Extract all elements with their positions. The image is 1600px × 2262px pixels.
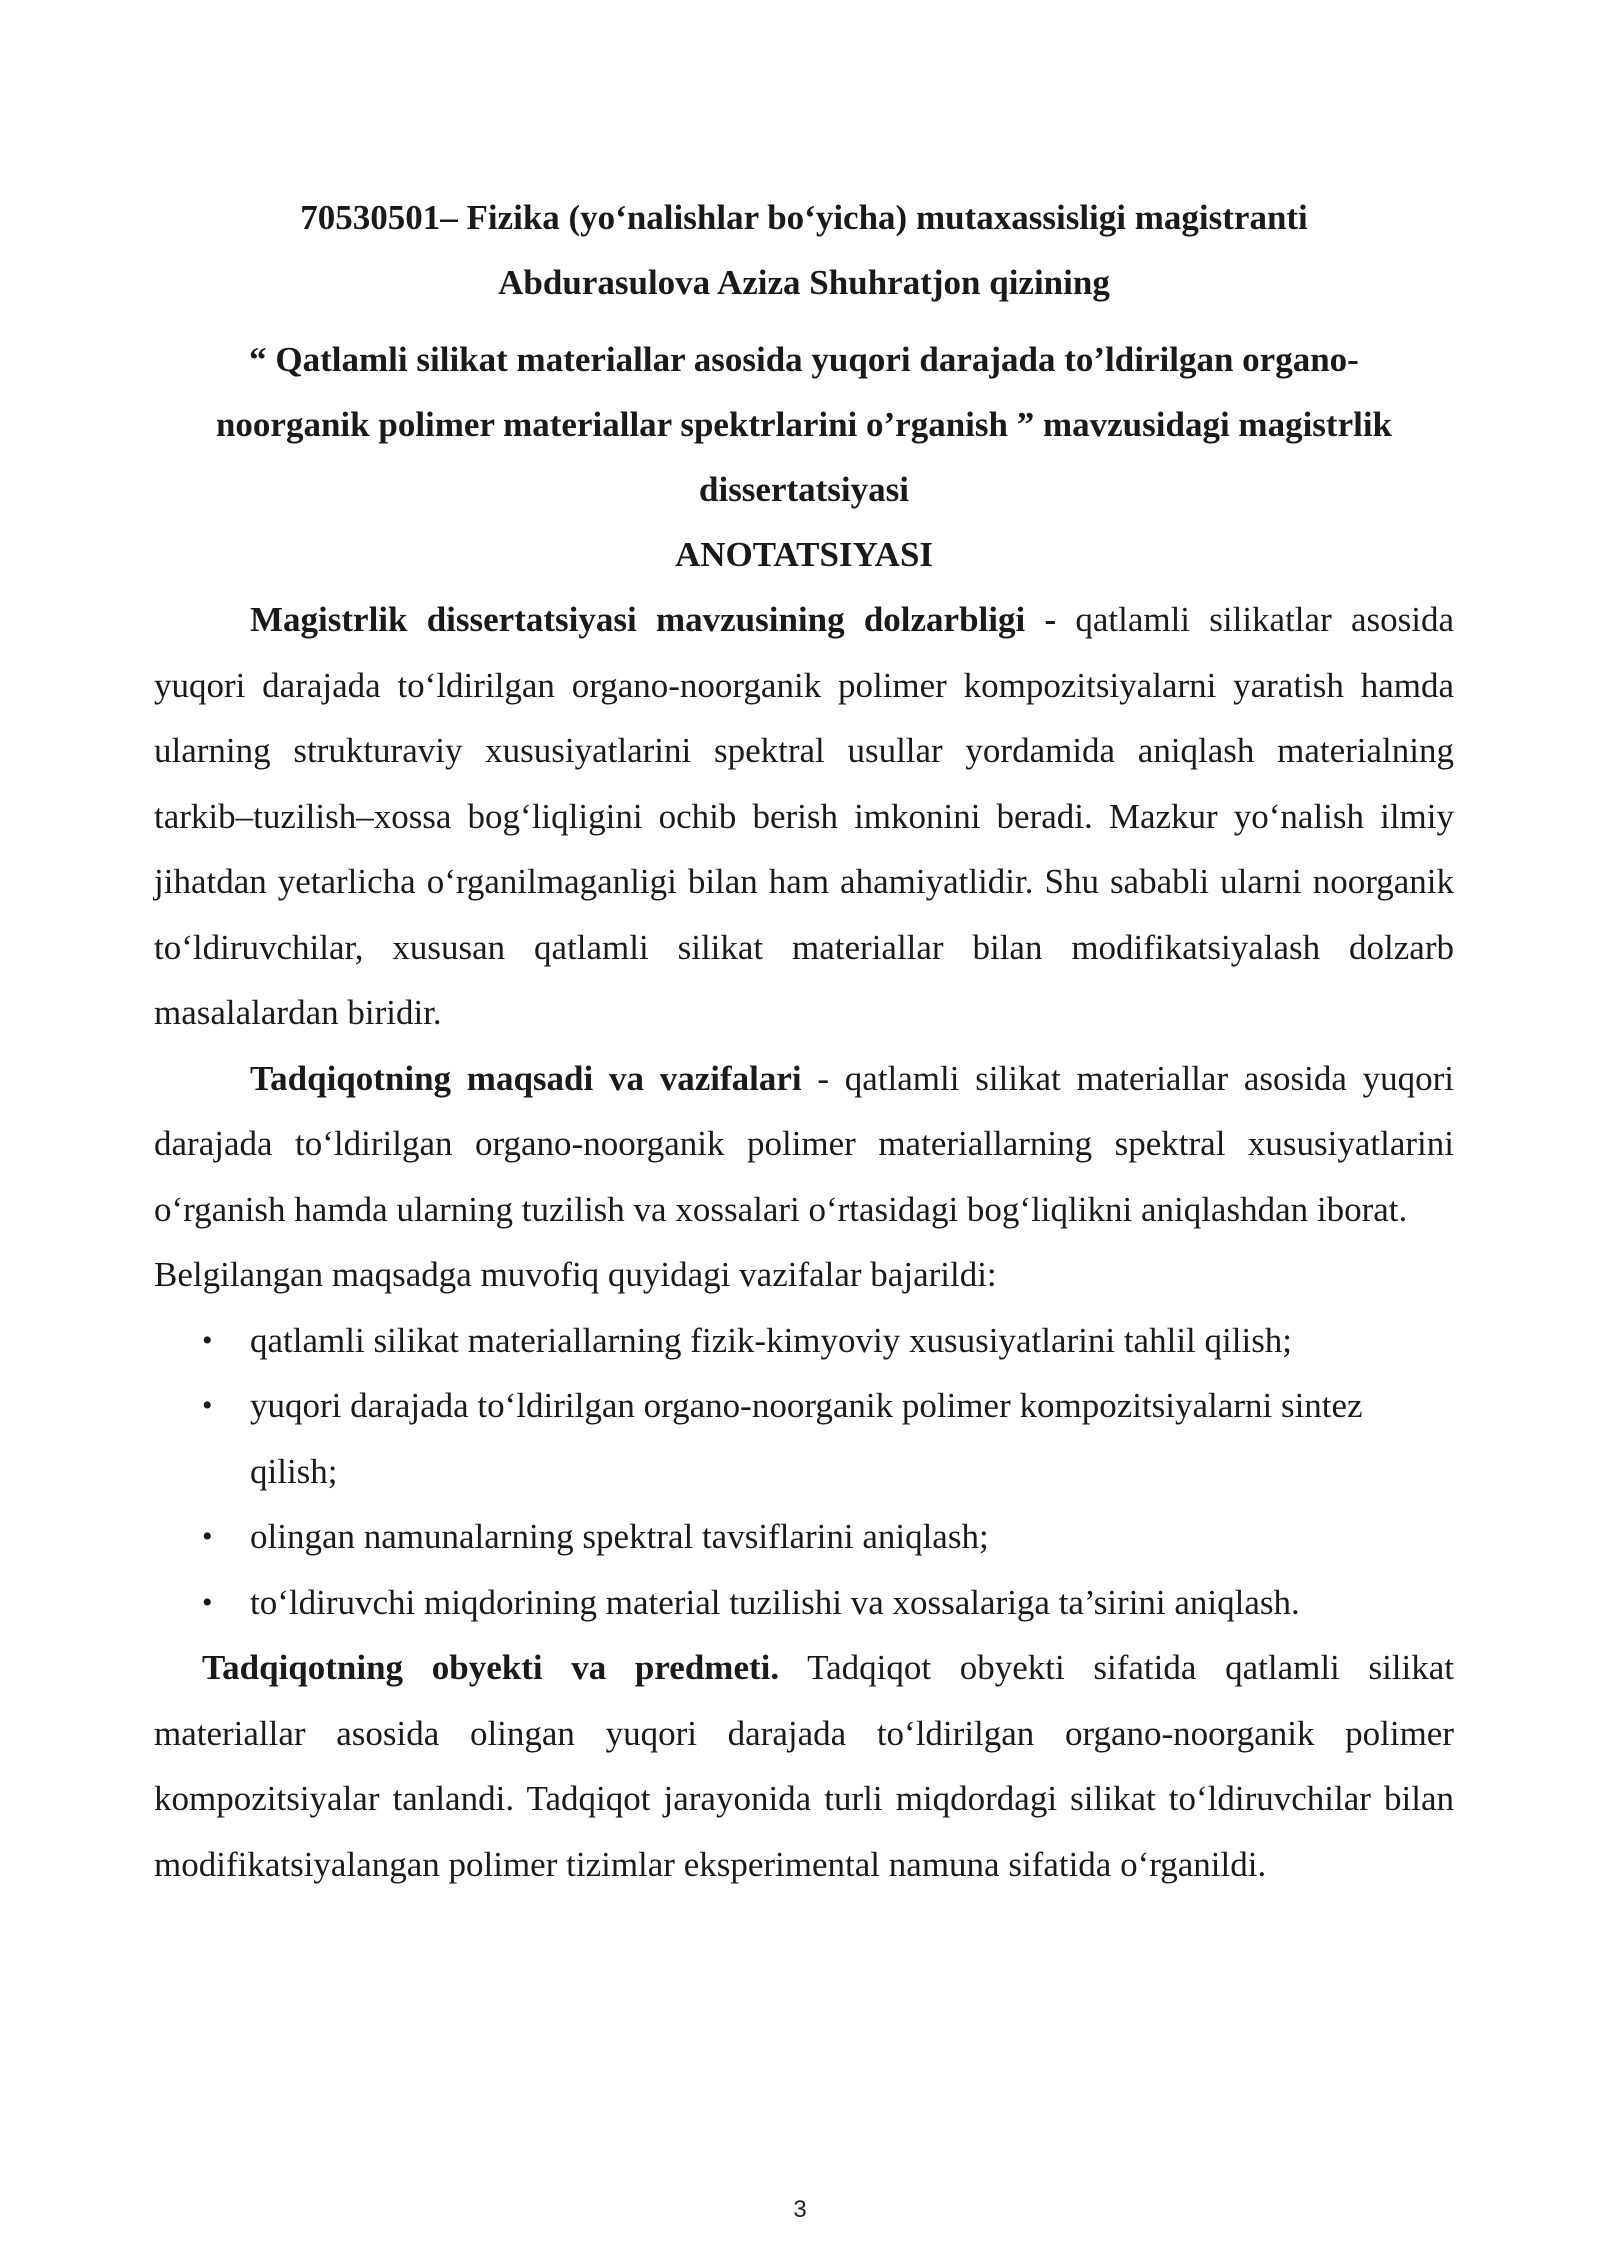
goals-paragraph <box>154 1046 1454 1243</box>
author-name: Abdurasulova Aziza Shuhratjon qizining <box>498 263 1110 302</box>
relevance-lead: Magistrlik dissertatsiyasi mavzusining dolzarbligi - <box>250 600 1057 639</box>
specialty-line: 70530501– Fizika (yo‘nalishlar bo‘yicha) mutaxassisligi magistranti <box>300 198 1308 237</box>
tasks-list <box>154 1308 1454 1636</box>
relevance-paragraph <box>154 587 1454 1046</box>
title-line-3: dissertatsiyasi <box>699 470 909 509</box>
title-line-2: noorganik polimer materiallar spektrlarini o’rganish ” mavzusidagi magistrlik <box>215 405 1393 444</box>
tasks-intro: Belgilangan maqsadga muvofiq quyidagi vazifalar bajarildi: <box>154 1255 997 1294</box>
relevance-body: qatlamli silikatlar asosida yuqori darajada to‘ldirilgan organo-noorganik polimer kompozitsiyalarni yaratish hamda ularning strukturaviy xususiyatlarini spektral usullar yordamida aniqlash materialning tarkib–tuzilish–xossa bog‘liqligini ochib berish imkonini beradi. Mazkur yo‘nalish ilmiy jihatdan yetarlicha o‘rganilmaganligi bilan ham ahamiyatlidir. Shu sababli ularni noorganik to‘ldiruvchilar, xususan qatlamli silikat materiallar bilan modifikatsiyalash dolzarb masalalardan biridir. <box>154 600 1454 1032</box>
list-item <box>154 1504 1454 1570</box>
goals-body: - qatlamli silikat materiallar asosida yuqori darajada to‘ldirilgan organo-noorganik polimer materiallarning spektral xususiyatlarini o‘rganish hamda ularning tuzilish va xossalari o‘rtasidagi bog‘liqlikni aniqlashdan iborat. <box>154 1058 1455 1229</box>
list-item <box>154 1373 1454 1504</box>
task-text: olingan namunalarning spektral tavsiflarini aniqlash; <box>250 1517 989 1556</box>
page-number: 3 <box>793 2196 807 2223</box>
task-text: qatlamli silikat materiallarning fizik-kimyoviy xususiyatlarini tahlil qilish; <box>250 1320 1293 1360</box>
list-item <box>154 1570 1454 1636</box>
object-body: Tadqiqot obyekti sifatida qatlamli silikat materiallar asosida olingan yuqori darajada to‘ldirilgan organo-noorganik polimer kompozitsiyalar tanlandi. Tadqiqot jarayonida turli miqdordagi silikat to‘ldiruvchilar bilan modifikatsiyalangan polimer tizimlar eksperimental namuna sifatida o‘rganildi. <box>154 1648 1454 1884</box>
document-page <box>154 185 1454 1897</box>
bullet-icon: • <box>202 1520 213 1553</box>
task-text: to‘ldiruvchi miqdorining material tuzilishi va xossalariga ta’sirini aniqlash. <box>250 1582 1300 1622</box>
bullet-icon: • <box>202 1389 213 1422</box>
task-text: yuqori darajada to‘ldirilgan organo-noorganik polimer kompozitsiyalarni sintez qilish; <box>250 1386 1363 1491</box>
list-item <box>154 1308 1454 1374</box>
dissertation-title <box>154 327 1454 587</box>
object-lead: Tadqiqotning obyekti va predmeti. <box>202 1648 780 1687</box>
author-heading <box>154 185 1454 315</box>
bullet-icon: • <box>202 1585 213 1619</box>
title-line-1: “ Qatlamli silikat materiallar asosida yuqori darajada to’ldirilgan organo- <box>249 340 1359 379</box>
object-paragraph <box>154 1635 1454 1897</box>
bullet-icon: • <box>202 1323 213 1357</box>
goals-lead: Tadqiqotning maqsadi va vazifalari <box>250 1058 802 1098</box>
annotation-heading: ANOTATSIYASI <box>674 535 934 574</box>
